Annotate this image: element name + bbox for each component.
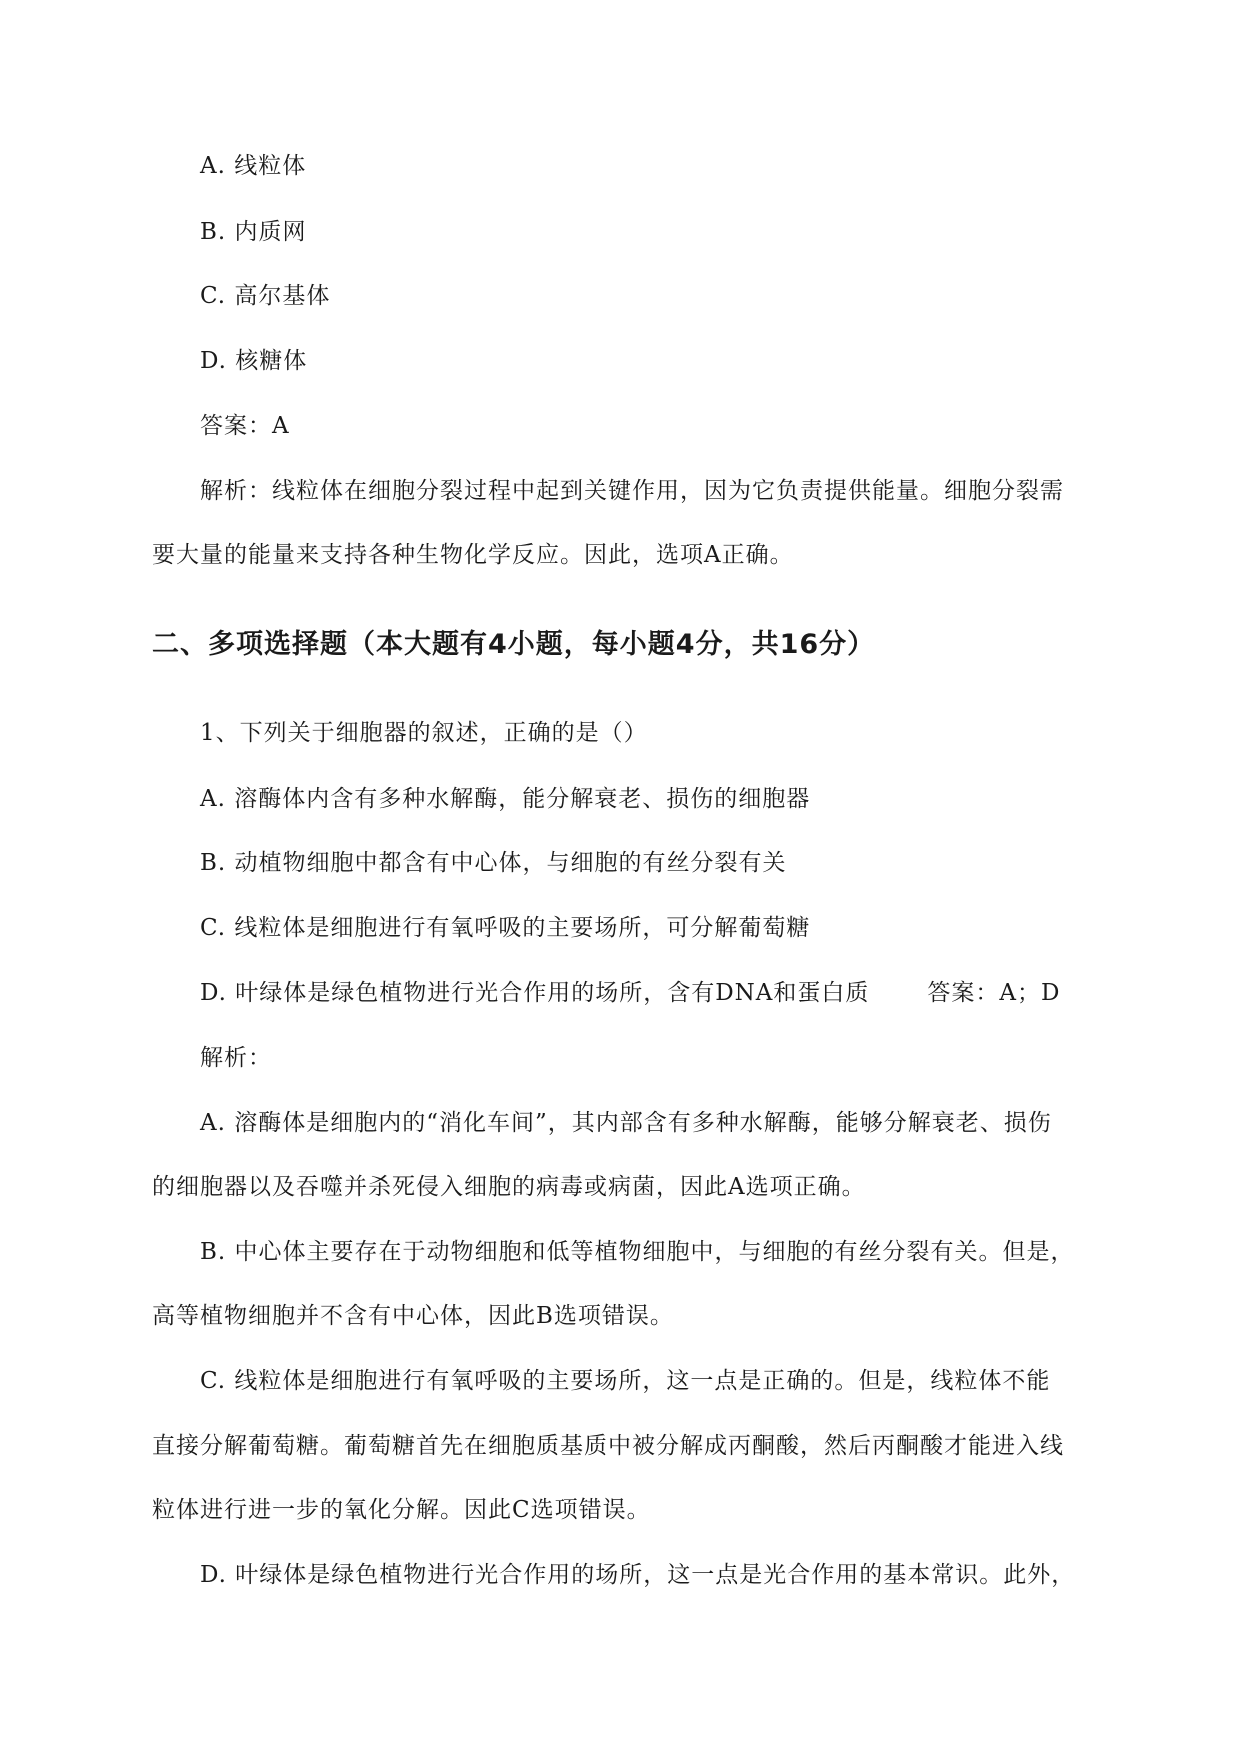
explanation-line-6: 直接分解葡萄糖。葡萄糖首先在细胞质基质中被分解成丙酮酸，然后丙酮酸才能进入线 xyxy=(152,1433,1064,1459)
prev-option-d: D. 核糖体 xyxy=(200,348,308,374)
section-heading: 二、多项选择题（本大题有4小题，每小题4分，共16分） xyxy=(152,629,876,660)
option-c: C. 线粒体是细胞进行有氧呼吸的主要场所，可分解葡萄糖 xyxy=(200,915,811,941)
option-b: B. 动植物细胞中都含有中心体，与细胞的有丝分裂有关 xyxy=(200,850,787,876)
explanation-line-1: A. 溶酶体是细胞内的“消化车间”，其内部含有多种水解酶，能够分解衰老、损伤 xyxy=(200,1110,1052,1136)
answer: 答案：A；D xyxy=(927,980,1061,1006)
prev-answer: 答案：A xyxy=(200,413,290,439)
explanation-line-7: 粒体进行进一步的氧化分解。因此C选项错误。 xyxy=(152,1497,651,1523)
explanation-label: 解析： xyxy=(200,1045,272,1071)
option-a: A. 溶酶体内含有多种水解酶，能分解衰老、损伤的细胞器 xyxy=(200,786,811,812)
prev-explanation-line-1: 解析：线粒体在细胞分裂过程中起到关键作用，因为它负责提供能量。细胞分裂需 xyxy=(200,478,1064,504)
prev-option-c: C. 高尔基体 xyxy=(200,283,331,309)
prev-option-b: B. 内质网 xyxy=(200,219,307,245)
prev-option-a: A. 线粒体 xyxy=(200,153,307,179)
explanation-line-3: B. 中心体主要存在于动物细胞和低等植物细胞中，与细胞的有丝分裂有关。但是， xyxy=(200,1239,1075,1265)
explanation-line-8: D. 叶绿体是绿色植物进行光合作用的场所，这一点是光合作用的基本常识。此外， xyxy=(200,1562,1076,1588)
option-d: D. 叶绿体是绿色植物进行光合作用的场所，含有DNA和蛋白质 xyxy=(200,980,870,1006)
option-d-row xyxy=(200,977,1060,1009)
explanation-line-4: 高等植物细胞并不含有中心体，因此B选项错误。 xyxy=(152,1303,674,1329)
prev-explanation-line-2: 要大量的能量来支持各种生物化学反应。因此，选项A正确。 xyxy=(152,542,794,568)
explanation-line-5: C. 线粒体是细胞进行有氧呼吸的主要场所，这一点是正确的。但是，线粒体不能 xyxy=(200,1368,1051,1394)
question-stem: 1、下列关于细胞器的叙述，正确的是（） xyxy=(200,720,648,746)
explanation-line-2: 的细胞器以及吞噬并杀死侵入细胞的病毒或病菌，因此A选项正确。 xyxy=(152,1174,866,1200)
